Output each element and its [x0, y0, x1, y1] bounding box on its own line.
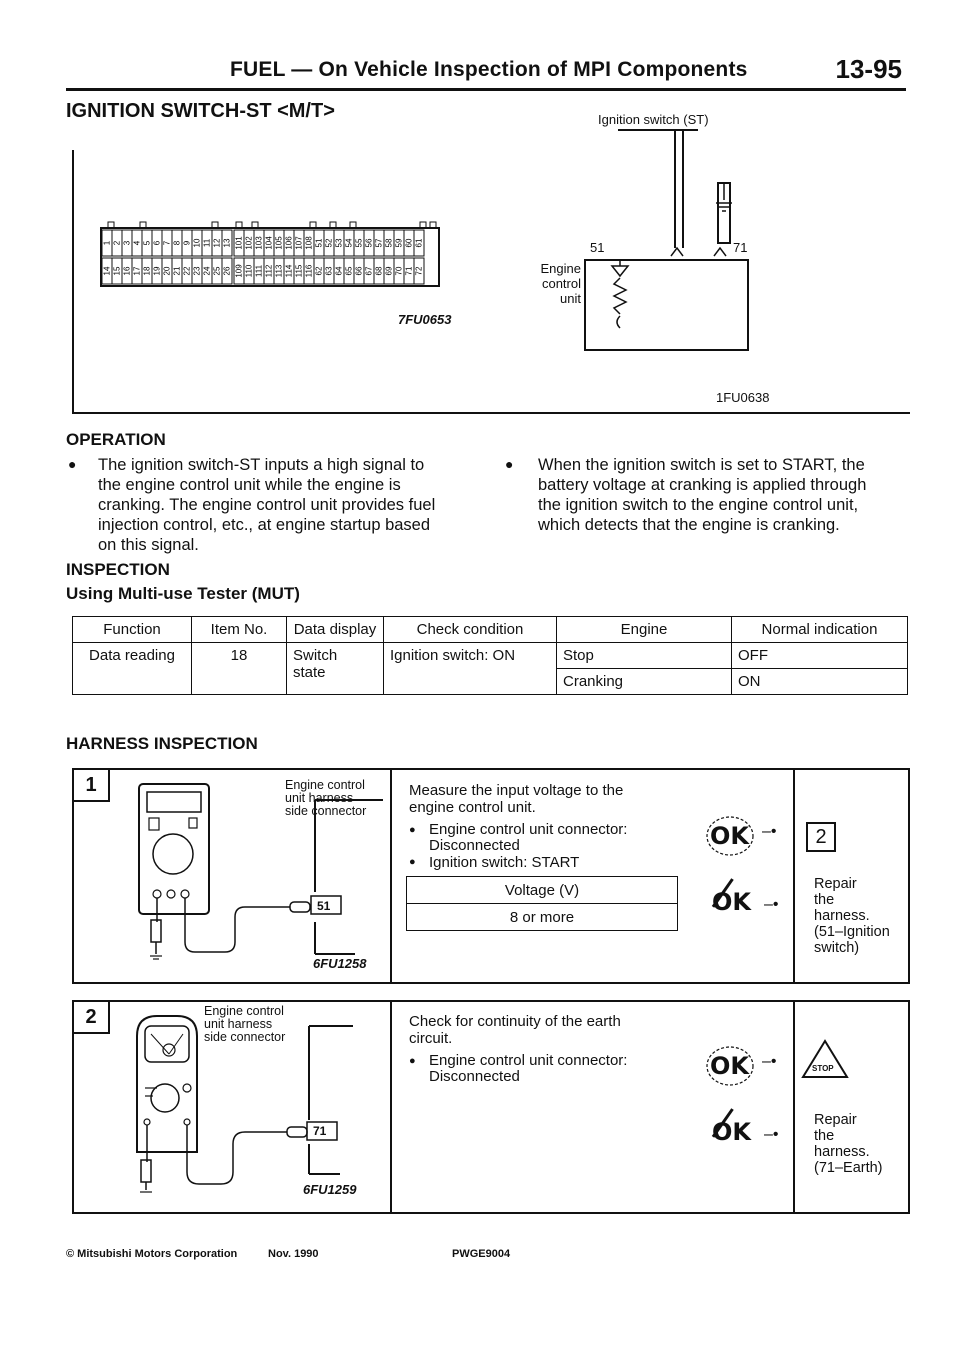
bullet-icon: ●: [505, 456, 514, 472]
arrow-right-icon: –•: [764, 1126, 779, 1143]
connector-pin-number: 68: [374, 266, 384, 276]
connector-pin-number: 102: [244, 236, 254, 250]
step-1-number: 1: [74, 770, 110, 802]
step-1-description: Measure the input voltage to the engine control unit.: [409, 782, 624, 816]
table-cell: Cranking: [557, 669, 732, 695]
connector-pin-number: 71: [404, 266, 414, 276]
operation-right-text: When the ignition switch is set to START, the battery voltage at cranking is applied through the ignition switch to the engine control unit, which detects that the engine is cranking.: [538, 456, 867, 534]
table-header-cell: Function: [73, 617, 192, 643]
connector-pin-number: 13: [222, 238, 232, 248]
connector-pin-number: 111: [254, 264, 264, 278]
table-header-cell: Data display: [287, 617, 384, 643]
connector-pin-number: 101: [234, 236, 244, 250]
footer-date: Nov. 1990: [268, 1248, 319, 1260]
ecu-label: Engine control unit: [540, 261, 581, 306]
connector-pin-number: 67: [364, 266, 374, 276]
bullet-icon: ●: [409, 1055, 416, 1067]
connector-pin-number: 15: [112, 266, 122, 276]
connector-pin-number: 25: [212, 266, 222, 276]
connector-pin-number: 24: [202, 266, 212, 276]
terminal-51-label: 51: [590, 240, 605, 255]
not-ok-label: OK: [712, 888, 751, 916]
next-step-box: 2: [806, 822, 836, 852]
connector-pin-number: 65: [344, 266, 354, 276]
connector-pin-number: 110: [244, 264, 254, 278]
connector-pin-number: 11: [202, 238, 212, 248]
bullet-icon: ●: [68, 456, 77, 472]
table-header-cell: Engine: [557, 617, 732, 643]
step-2-condition-1: Engine control unit connector: Disconnected: [429, 1052, 628, 1085]
harness-heading: HARNESS INSPECTION: [66, 734, 258, 753]
step-2-number: 2: [74, 1002, 110, 1034]
table-header-cell: Check condition: [384, 617, 557, 643]
divider: [390, 768, 392, 982]
arrow-right-icon: –•: [762, 1053, 777, 1070]
step-2-figure-code: 6FU1259: [303, 1182, 357, 1197]
connector-pin-number: 59: [394, 238, 404, 248]
connector-pin-number: 53: [334, 238, 344, 248]
stop-warning-icon: [800, 1038, 850, 1080]
connector-pin-number: 103: [254, 236, 264, 250]
table-cell: 18: [192, 643, 287, 695]
voltage-header: Voltage (V): [407, 877, 678, 904]
connector-pin-number: 64: [334, 266, 344, 276]
stop-label: STOP: [812, 1064, 834, 1073]
table-cell: OFF: [732, 643, 908, 669]
table-cell: Data reading: [73, 643, 192, 695]
bullet-icon: ●: [409, 856, 416, 868]
page-number: 13-95: [835, 54, 902, 84]
connector-pin-number: 61: [414, 238, 424, 248]
connector-pin-number: 9: [182, 240, 192, 246]
step-1-pin-label: 51: [317, 899, 331, 913]
ignition-switch-label: Ignition switch (ST): [598, 112, 709, 127]
table-row: [73, 643, 908, 669]
connector-pin-number: 58: [384, 238, 394, 248]
connector-pin-number: 66: [354, 266, 364, 276]
connector-pin-number: 3: [122, 240, 132, 246]
connector-pin-number: 54: [344, 238, 354, 248]
ok-label: OK: [710, 1052, 749, 1080]
connector-pin-number: 22: [182, 266, 192, 276]
step-1-figure-code: 6FU1258: [313, 956, 367, 971]
divider: [390, 1000, 392, 1212]
voltage-value: 8 or more: [407, 904, 678, 931]
voltage-table: [406, 876, 678, 931]
figure-code-circuit: 1FU0638: [716, 390, 770, 405]
connector-pin-number: 10: [192, 238, 202, 248]
connector-cells: [101, 222, 439, 286]
connector-pin-number: 69: [384, 266, 394, 276]
table-cell: ON: [732, 669, 908, 695]
connector-pin-number: 12: [212, 238, 222, 248]
connector-pin-number: 16: [122, 266, 132, 276]
connector-pin-number: 4: [132, 240, 142, 246]
operation-left-text: The ignition switch-ST inputs a high signal to the engine control unit while the engine is cranking. The engine control unit provides fuel injection control, etc., at engine startup based on this signal.: [98, 456, 436, 554]
connector-pin-number: 14: [102, 266, 112, 276]
connector-pin-number: 19: [152, 266, 162, 276]
connector-pin-number: 104: [264, 236, 274, 250]
connector-pin-number: 20: [162, 266, 172, 276]
connector-pin-number: 113: [274, 264, 284, 278]
arrow-right-icon: –•: [764, 896, 779, 913]
divider: [793, 768, 795, 982]
connector-pin-number: 7: [162, 240, 172, 246]
connector-pin-number: 57: [374, 238, 384, 248]
section-title: IGNITION SWITCH-ST <M/T>: [66, 100, 335, 122]
inspection-heading: INSPECTION: [66, 560, 170, 579]
table-header-cell: Normal indication: [732, 617, 908, 643]
table-cell: Ignition switch: ON: [384, 643, 557, 695]
connector-pin-number: 106: [284, 236, 294, 250]
connector-pin-number: 8: [172, 240, 182, 246]
header-title: FUEL — On Vehicle Inspection of MPI Components: [230, 58, 748, 81]
step-2-description: Check for continuity of the earth circuit.: [409, 1013, 621, 1047]
connector-pin-number: 109: [234, 264, 244, 278]
connector-pin-number: 23: [192, 266, 202, 276]
table-cell: Switch state: [287, 643, 384, 695]
connector-pin-number: 26: [222, 266, 232, 276]
step-1-condition-2: Ignition switch: START: [429, 854, 580, 871]
step-1-connector-label: Engine control unit harness side connector: [285, 778, 367, 818]
mut-table-header: [73, 617, 908, 643]
table-cell: Stop: [557, 643, 732, 669]
operation-heading: OPERATION: [66, 430, 166, 449]
step-1-condition-1: Engine control unit connector: Disconnected: [429, 821, 628, 854]
connector-pin-number: 115: [294, 264, 304, 278]
connector-pin-number: 114: [284, 264, 294, 278]
connector-pin-number: 72: [414, 266, 424, 276]
step-2-connector-label: Engine control unit harness side connector: [204, 1004, 286, 1044]
connector-pin-number: 116: [304, 264, 314, 278]
divider: [793, 1000, 795, 1212]
connector-pin-number: 51: [314, 238, 324, 248]
connector-pin-number: 112: [264, 264, 274, 278]
ecu-connector-diagram: [100, 218, 445, 288]
header-rule: [66, 88, 906, 91]
bullet-icon: ●: [409, 824, 416, 836]
connector-pin-number: 2: [112, 240, 122, 246]
connector-pin-number: 5: [142, 240, 152, 246]
not-ok-label: OK: [712, 1118, 751, 1146]
footer-copyright: © Mitsubishi Motors Corporation: [66, 1248, 238, 1260]
connector-pin-number: 1: [102, 240, 112, 246]
arrow-right-icon: –•: [762, 823, 777, 840]
connector-pin-number: 52: [324, 238, 334, 248]
step-1-repair-text: Repair the harness. (51–Ignition switch): [814, 876, 890, 956]
inspection-subheading: Using Multi-use Tester (MUT): [66, 584, 300, 603]
connector-pin-number: 17: [132, 266, 142, 276]
step-2-repair-text: Repair the harness. (71–Earth): [814, 1112, 883, 1176]
connector-pin-number: 18: [142, 266, 152, 276]
figure-code-connector: 7FU0653: [398, 312, 452, 327]
ok-label: OK: [710, 822, 749, 850]
connector-pin-number: 21: [172, 266, 182, 276]
connector-pin-number: 60: [404, 238, 414, 248]
connector-pin-number: 55: [354, 238, 364, 248]
connector-pin-number: 56: [364, 238, 374, 248]
connector-pin-number: 105: [274, 236, 284, 250]
mut-table: [72, 616, 908, 695]
connector-pin-number: 107: [294, 236, 304, 250]
footer-code: PWGE9004: [452, 1248, 511, 1260]
connector-pin-number: 6: [152, 240, 162, 246]
terminal-71-label: 71: [733, 240, 748, 255]
connector-pin-number: 62: [314, 266, 324, 276]
step-2-pin-label: 71: [313, 1124, 327, 1138]
connector-pin-number: 63: [324, 266, 334, 276]
connector-pin-number: 70: [394, 266, 404, 276]
connector-pin-number: 108: [304, 236, 314, 250]
table-header-cell: Item No.: [192, 617, 287, 643]
